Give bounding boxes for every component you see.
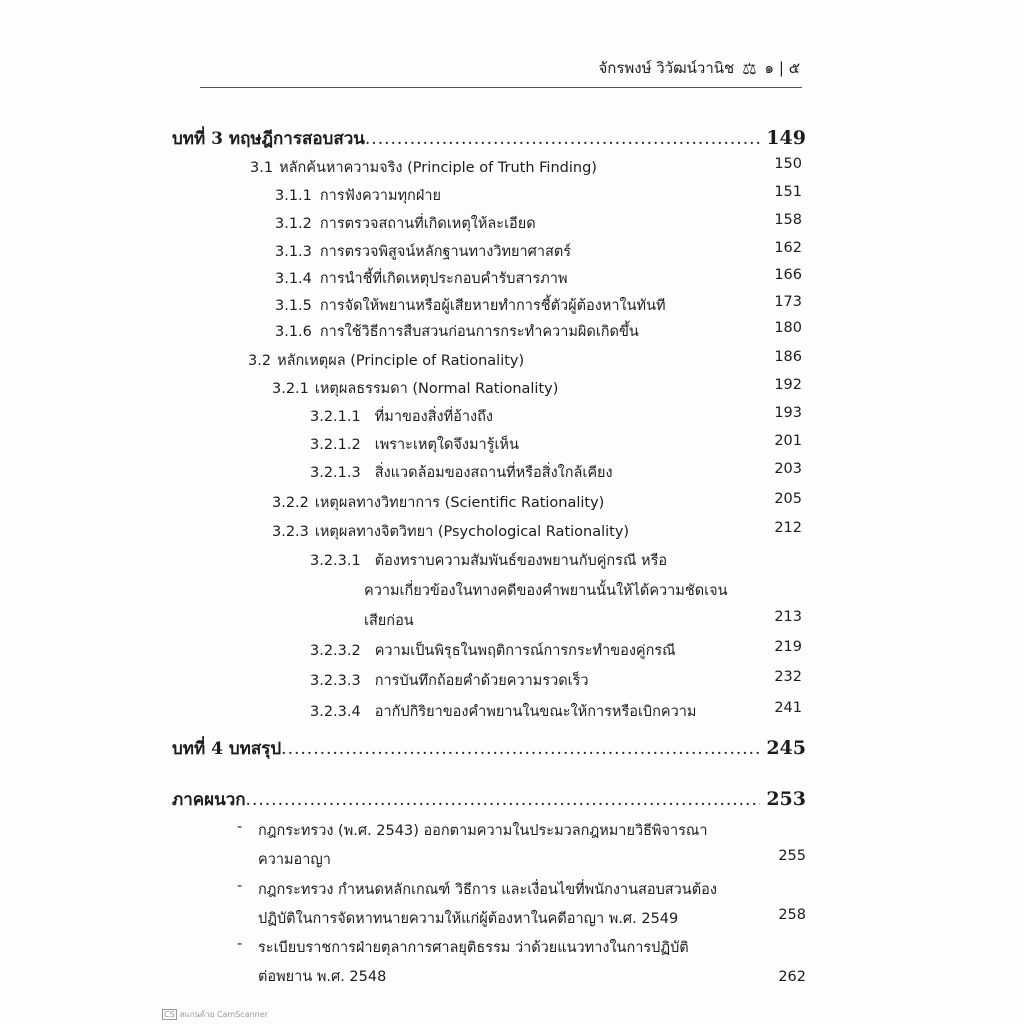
entry-title: ต้องทราบความสัมพันธ์ของพยานกับคู่กรณี หรือ <box>374 553 668 569</box>
chapter-title: ภาคผนวก <box>172 790 246 810</box>
entry-page: 173 <box>774 294 802 310</box>
entry-page: 150 <box>774 156 802 172</box>
appendix-item-line2: ต่อพยาน พ.ศ. 2548 <box>258 969 387 985</box>
entry-title: อากัปกิริยาของคำพยานในขณะให้การหรือเบิกความ <box>374 704 697 720</box>
entry-title: การนำชี้ที่เกิดเหตุประกอบคำรับสารภาพ <box>319 271 568 287</box>
toc-entry <box>275 184 441 207</box>
running-header <box>598 56 800 80</box>
watermark-text: สแกนด้วย CamScanner <box>179 1010 268 1019</box>
author-name: จักรพงษ์ วิวัฒน์วานิช <box>598 59 735 77</box>
appendix-item-page: 262 <box>778 969 806 985</box>
entry-page: 192 <box>774 377 802 393</box>
chapter-entry <box>172 786 806 813</box>
entry-number: 3.1 <box>250 160 274 176</box>
entry-number: 3.1.4 <box>275 271 312 287</box>
entry-page: 241 <box>774 700 802 716</box>
appendix-item-line1: กฎกระทรวง (พ.ศ. 2543) ออกตามความในประมวลกฎหมายวิธีพิจารณา <box>258 823 708 839</box>
entry-title: การตรวจพิสูจน์หลักฐานทางวิทยาศาสตร์ <box>319 244 572 260</box>
entry-page: 232 <box>774 669 802 685</box>
entry-number: 3.2.3.4 <box>310 704 361 720</box>
toc-entry <box>310 433 519 456</box>
toc-entry <box>272 520 629 543</box>
toc-entry <box>250 156 597 179</box>
entry-title: การบันทึกถ้อยคำด้วยความรวดเร็ว <box>374 673 589 689</box>
entry-page: 193 <box>774 405 802 421</box>
toc-entry <box>310 405 493 428</box>
entry-title: การใช้วิธีการสืบสวนก่อนการกระทำความผิดเกิดขึ้น <box>319 324 639 340</box>
chapter-title: บทที่ 4 บทสรุป <box>172 739 282 759</box>
entry-page: 166 <box>774 267 802 283</box>
entry-title-continued: ความเกี่ยวข้องในทางคดีของคำพยานนั้นให้ได้ความชัดเจน <box>364 583 728 599</box>
entry-number: 3.2.2 <box>272 495 309 511</box>
chapter-entry <box>172 125 806 152</box>
toc-entry <box>275 240 571 263</box>
entry-page: 219 <box>774 639 802 655</box>
entry-page: 212 <box>774 520 802 536</box>
chapter-page: 253 <box>766 788 806 810</box>
entry-title: เหตุผลธรรมดา (Normal Rationality) <box>314 381 559 397</box>
toc-entry <box>310 669 589 692</box>
toc-entry <box>310 700 696 723</box>
camscanner-logo: CS <box>164 1010 175 1019</box>
toc-entry <box>272 491 604 514</box>
entry-number: 3.2.1.3 <box>310 465 361 481</box>
appendix-item-line1: กฎกระทรวง กำหนดหลักเกณฑ์ วิธีการ และเงื่อนไขที่พนักงานสอบสวนต้อง <box>258 882 717 898</box>
entry-title-continued: เสียก่อน <box>364 613 414 629</box>
entry-title: การจัดให้พยานหรือผู้เสียหายทำการชี้ตัวผู้ต้องหาในทันที <box>319 298 666 314</box>
entry-number: 3.2.3 <box>272 524 309 540</box>
entry-page: 213 <box>774 609 802 625</box>
entry-title: ที่มาของสิ่งที่อ้างถึง <box>374 409 493 425</box>
entry-title: สิ่งแวดล้อมของสถานที่หรือสิ่งใกล้เคียง <box>374 465 613 481</box>
chapter-page: 245 <box>766 737 806 759</box>
entry-number: 3.2 <box>248 353 272 369</box>
entry-number: 3.2.1.1 <box>310 409 361 425</box>
entry-number: 3.2.3.2 <box>310 643 361 659</box>
toc-entry <box>275 267 568 290</box>
entry-title: การฟังความทุกฝ่าย <box>319 188 441 204</box>
entry-page: 151 <box>774 184 802 200</box>
appendix-item-line2: ปฏิบัติในการจัดหาทนายความให้แก่ผู้ต้องหาในคดีอาญา พ.ศ. 2549 <box>258 911 679 927</box>
toc-entry <box>275 294 666 317</box>
entry-number: 3.2.3.1 <box>310 553 361 569</box>
entry-title: เหตุผลทางจิตวิทยา (Psychological Rationality) <box>314 524 630 540</box>
entry-title: การตรวจสถานที่เกิดเหตุให้ละเอียด <box>319 216 536 232</box>
chapter-entry <box>172 735 806 762</box>
scales-icon: ⚖ <box>742 58 757 78</box>
entry-number: 3.2.1.2 <box>310 437 361 453</box>
header-rule <box>200 87 802 88</box>
entry-title: เหตุผลทางวิทยาการ (Scientific Rationality) <box>314 495 605 511</box>
entry-number: 3.1.6 <box>275 324 312 340</box>
bullet-dash: - <box>237 819 243 835</box>
bullet-dash: - <box>237 936 243 952</box>
chapter-title: บทที่ 3 ทฤษฎีการสอบสวน <box>172 129 365 149</box>
entry-page: 158 <box>774 212 802 228</box>
bullet-dash: - <box>237 878 243 894</box>
scanner-watermark <box>162 1008 268 1021</box>
appendix-item-page: 258 <box>778 907 806 923</box>
entry-page: 162 <box>774 240 802 256</box>
entry-title: หลักเหตุผล (Principle of Rationality) <box>277 353 525 369</box>
entry-page: 205 <box>774 491 802 507</box>
entry-number: 3.1.1 <box>275 188 312 204</box>
entry-title: หลักค้นหาความจริง (Principle of Truth Finding) <box>279 160 597 176</box>
toc-entry <box>248 349 524 372</box>
page-number: ๑ | ๕ <box>764 59 800 77</box>
toc-entry <box>275 320 639 343</box>
toc-entry <box>310 639 676 662</box>
entry-title: ความเป็นพิรุธในพฤติการณ์การกระทำของคู่กรณี <box>374 643 676 659</box>
entry-number: 3.1.5 <box>275 298 312 314</box>
appendix-item-line2: ความอาญา <box>258 852 331 868</box>
entry-page: 203 <box>774 461 802 477</box>
entry-number: 3.2.1 <box>272 381 309 397</box>
entry-page: 186 <box>774 349 802 365</box>
chapter-page: 149 <box>766 127 806 149</box>
leader-dots <box>281 739 760 759</box>
appendix-item-page: 255 <box>778 848 806 864</box>
entry-page: 180 <box>774 320 802 336</box>
entry-number: 3.1.2 <box>275 216 312 232</box>
entry-number: 3.1.3 <box>275 244 312 260</box>
leader-dots <box>246 790 761 810</box>
toc-entry <box>272 377 558 400</box>
entry-title: เพราะเหตุใดจึงมารู้เห็น <box>374 437 519 453</box>
leader-dots <box>365 129 760 149</box>
appendix-item-line1: ระเบียบราชการฝ่ายตุลาการศาลยุติธรรม ว่าด้วยแนวทางในการปฏิบัติ <box>258 940 689 956</box>
entry-number: 3.2.3.3 <box>310 673 361 689</box>
entry-page: 201 <box>774 433 802 449</box>
toc-entry <box>275 212 536 235</box>
toc-entry <box>310 461 613 484</box>
toc-entry <box>310 549 667 572</box>
